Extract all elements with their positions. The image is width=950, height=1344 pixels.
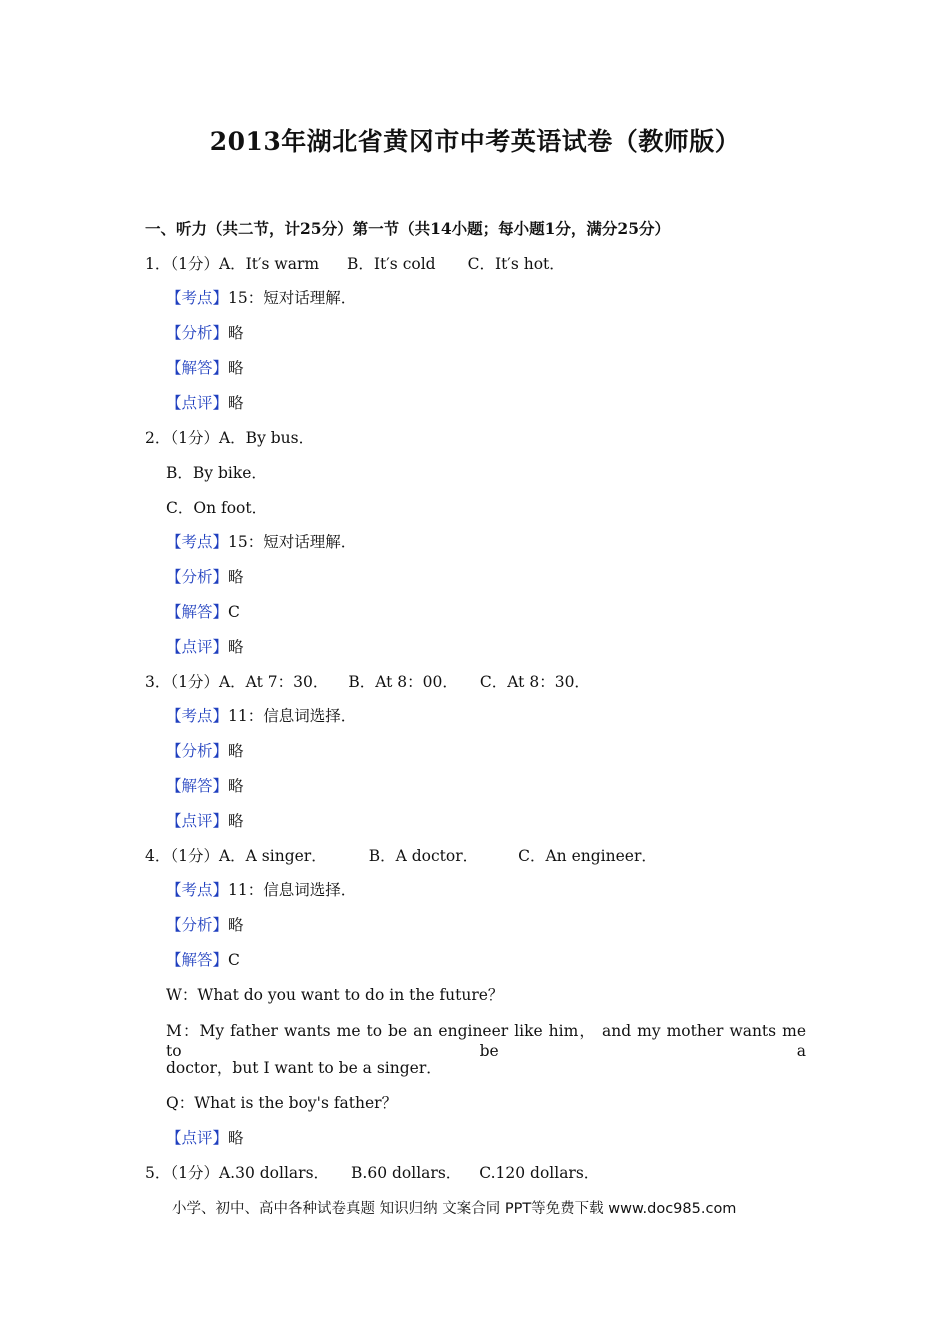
dianping-line [166,637,244,657]
transcript-line-1: W：What do you want to do in the future？ [166,986,504,1004]
dianping-line [166,393,244,413]
transcript-line-4: Q：What is the boy's father？ [166,1094,398,1112]
dianping-text: 略 [228,638,244,656]
fenxi-line [166,915,244,935]
transcript-line-3: doctor，but I want to be a singer． [166,1059,442,1077]
option-b: B．At 8：00． [348,673,458,691]
dianping-tag: 【点评】 [166,812,229,830]
option-c: C．On foot． [166,499,268,517]
section-heading: 一、听力（共二节，计25分）第一节（共14小题；每小题1分，满分25分） [145,219,670,238]
jieda-line [166,602,240,622]
fenxi-text: 略 [228,324,244,342]
kaodian-text: 15：短对话理解． [228,289,357,307]
fenxi-tag: 【分析】 [166,568,229,586]
kaodian-tag: 【考点】 [166,881,229,899]
dianping-text: 略 [228,394,244,412]
option-c: C．It′s hot． [467,255,565,273]
kaodian-tag: 【考点】 [166,533,229,551]
fenxi-tag: 【分析】 [166,916,229,934]
option-a: A.30 dollars． [218,1164,330,1182]
fenxi-text: 略 [228,568,244,586]
option-b: B．By bike． [166,464,267,482]
dianping-tag: 【点评】 [166,638,229,656]
fenxi-text: 略 [228,742,244,760]
dianping-text: 略 [228,812,244,830]
kaodian-line [166,880,356,900]
kaodian-text: 11：信息词选择． [228,881,357,899]
question-5 [145,1163,599,1183]
dianping-tag: 【点评】 [166,394,229,412]
fenxi-text: 略 [228,916,244,934]
option-b: B．A doctor． [368,847,479,865]
footer-watermark: 小学、初中、高中各种试卷真题 知识归纳 文案合同 PPT等免费下载 www.doc985.com [172,1201,737,1217]
question-number: 4．（1分） [145,847,219,865]
page-title: 2013年湖北省黄冈市中考英语试卷（教师版） [209,127,741,156]
question-number: 1．（1分） [145,255,219,273]
option-a: A．At 7：30． [218,673,329,691]
kaodian-tag: 【考点】 [166,289,229,307]
option-c: C．At 8：30． [479,673,590,691]
question-number: 5．（1分） [145,1164,219,1182]
jieda-tag: 【解答】 [166,777,229,795]
dianping-tag: 【点评】 [166,1129,229,1147]
question-1 [145,254,565,274]
dianping-line [166,1128,244,1148]
fenxi-tag: 【分析】 [166,742,229,760]
option-a: A．A singer． [218,847,327,865]
kaodian-text: 11：信息词选择． [228,707,357,725]
option-b: B.60 dollars． [351,1164,462,1182]
option-c: C.120 dollars． [479,1164,600,1182]
jieda-tag: 【解答】 [166,951,229,969]
fenxi-line [166,567,244,587]
jieda-line [166,776,244,796]
jieda-tag: 【解答】 [166,359,229,377]
question-4 [145,846,657,866]
dianping-text: 略 [228,1129,244,1147]
kaodian-line [166,532,356,552]
question-number: 2．（1分） [145,429,219,447]
question-3 [145,672,590,692]
transcript-line-2: M：My father wants me to be an engineer like him， and my mother wants me to be a [166,1022,806,1060]
jieda-line [166,950,240,970]
jieda-text: C [228,603,240,621]
question-number: 3．（1分） [145,673,219,691]
jieda-text: 略 [228,777,244,795]
jieda-tag: 【解答】 [166,603,229,621]
option-a: A．By bus． [218,429,315,447]
fenxi-line [166,323,244,343]
dianping-line [166,811,244,831]
jieda-line [166,358,244,378]
jieda-text: 略 [228,359,244,377]
kaodian-tag: 【考点】 [166,707,229,725]
kaodian-text: 15：短对话理解． [228,533,357,551]
fenxi-tag: 【分析】 [166,324,229,342]
option-b: B．It′s cold [347,255,436,273]
kaodian-line [166,706,356,726]
fenxi-line [166,741,244,761]
option-a: A．It′s warm [218,255,320,273]
jieda-text: C [228,951,240,969]
question-2 [145,428,314,448]
option-c: C．An engineer． [518,847,657,865]
kaodian-line [166,288,356,308]
